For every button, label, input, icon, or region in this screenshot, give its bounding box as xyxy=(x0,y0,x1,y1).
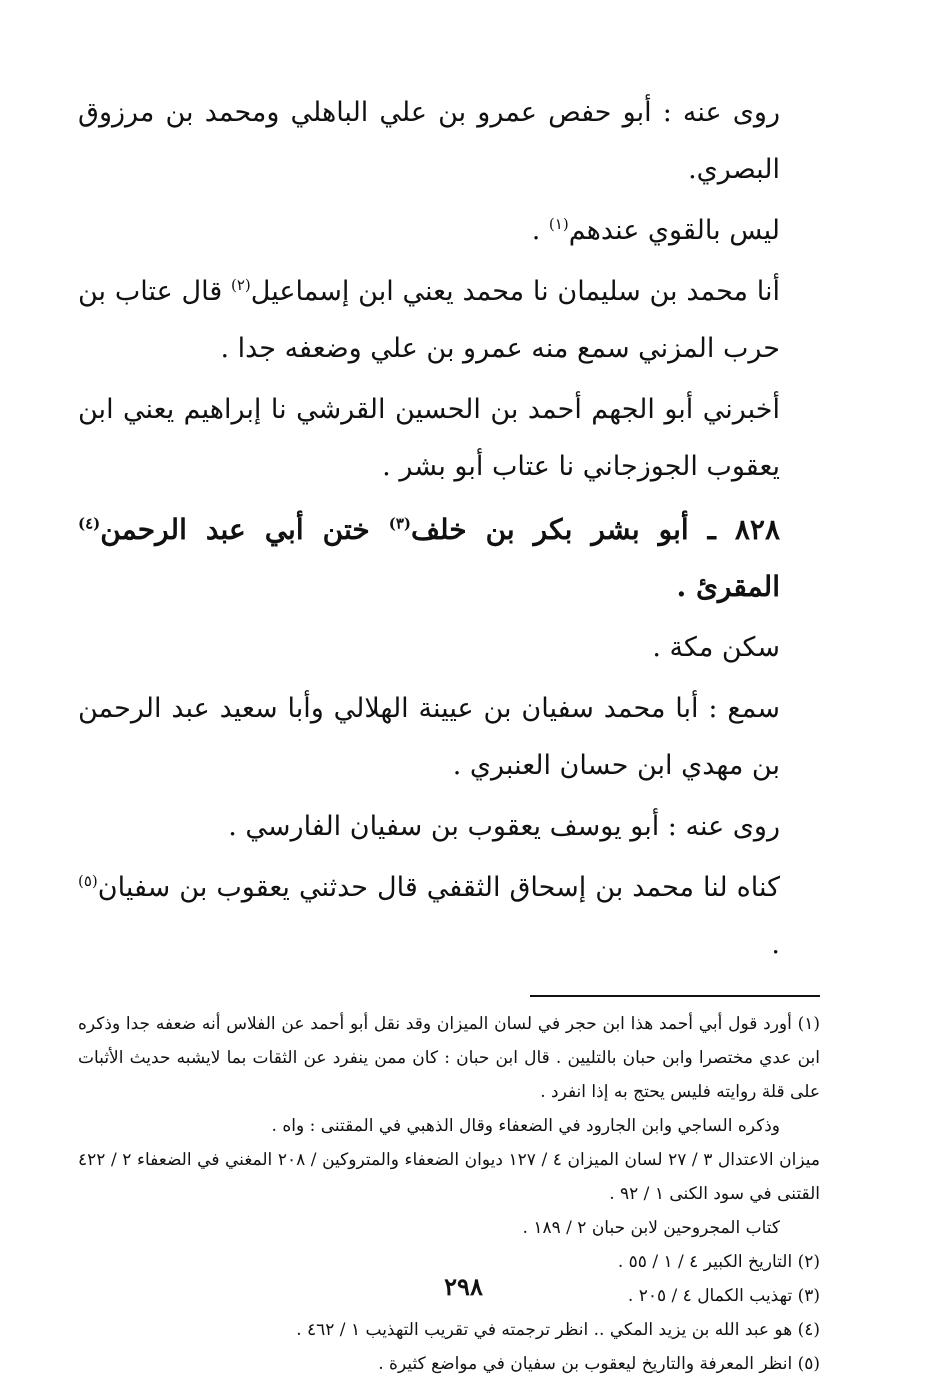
paragraph-students xyxy=(78,798,820,855)
footnote-2: (٢) التاريخ الكبير ٤ / ١ / ٥٥ . xyxy=(617,1252,820,1272)
text: كناه لنا محمد بن إسحاق الثقفي قال حدثني يعقوب بن سفيان xyxy=(97,872,780,903)
footnote-ref-1[interactable]: (١) xyxy=(548,215,569,233)
text: . xyxy=(771,929,780,960)
text: . xyxy=(531,215,549,246)
footnote-ref-2[interactable]: (٢) xyxy=(230,276,251,294)
paragraph-isnad-1 xyxy=(78,263,820,377)
footnote-3: (٣) تهذيب الكمال ٤ / ٢٠٥ . xyxy=(627,1286,820,1306)
page-number: ٢٩٨ xyxy=(444,1272,483,1301)
text: سمع : أبا محمد سفيان بن عيينة الهلالي وأبا سعيد عبد الرحمن بن مهدي ابن حسان العنبري . xyxy=(78,693,780,781)
page-body xyxy=(78,84,820,1381)
text: قال عتاب بن حرب المزني سمع منه عمرو بن علي وضعفه جدا . xyxy=(78,276,780,364)
paragraph-isnad-2 xyxy=(78,381,820,495)
footnote-ref-3[interactable]: (٣) xyxy=(388,514,411,533)
paragraph-residence xyxy=(78,619,820,676)
footnote-1-sources: ميزان الاعتدال ٣ / ٢٧ لسان الميزان ٤ / ١٢٧ ديوان الضعفاء والمتروكين / ٢٠٨ المغني في الضعفاء ٢ / ٤٢٢ القتنى في سود الكنى ١ / ٩٢ . xyxy=(78,1150,820,1204)
footnote-1-continued: وذكره الساجي وابن الجارود في الضعفاء وقال الذهبي في المقتنى : واه . xyxy=(271,1116,780,1136)
paragraph-narrators xyxy=(78,84,820,198)
footnote-4: (٤) هو عبد الله بن يزيد المكي .. انظر ترجمته في تقريب التهذيب ١ / ٤٦٢ . xyxy=(296,1320,820,1340)
text: سكن مكة . xyxy=(652,632,780,663)
text: ليس بالقوي عندهم xyxy=(568,215,780,246)
text: المقرئ . xyxy=(676,570,780,603)
text: ٨٢٨ ـ أبو بشر بكر بن خلف xyxy=(411,513,780,546)
paragraph-teachers xyxy=(78,680,820,794)
text: روى عنه : أبو حفص عمرو بن علي الباهلي ومحمد بن مرزوق البصري. xyxy=(78,97,780,185)
footnote-ref-4[interactable]: (٤) xyxy=(78,514,101,533)
text: ختن أبي عبد الرحمن xyxy=(100,513,389,546)
text: روى عنه : أبو يوسف يعقوب بن سفيان الفارسي . xyxy=(228,811,780,842)
text: أخبرني أبو الجهم أحمد بن الحسين القرشي نا إبراهيم يعني ابن يعقوب الجوزجاني نا عتاب أبو بشر . xyxy=(78,394,780,482)
footnote-ref-5[interactable]: (٥) xyxy=(78,872,98,890)
footnote-5: (٥) انظر المعرفة والتاريخ ليعقوب بن سفيان في مواضع كثيرة . xyxy=(378,1354,820,1374)
footnote-1-source-extra: كتاب المجروحين لابن حبان ٢ / ١٨٩ . xyxy=(522,1218,780,1238)
footnote-1: (١) أورد قول أبي أحمد هذا ابن حجر في لسان الميزان وقد نقل أبو أحمد عن الفلاس أنه ضعفه جدا وذكره ابن عدي مختصرا وابن حبان بالتليين . قال ابن حبان : كان ممن ينفرد عن الثقات بما لايشبه حديث الأثبات على قلة روايته فليس يحتج به إذا انفرد . xyxy=(78,1014,821,1102)
text: أنا محمد بن سليمان نا محمد يعني ابن إسماعيل xyxy=(250,276,780,307)
footnote-divider xyxy=(530,995,820,997)
entry-heading xyxy=(78,501,820,615)
paragraph-weak xyxy=(78,202,820,259)
paragraph-kunya xyxy=(78,859,820,973)
